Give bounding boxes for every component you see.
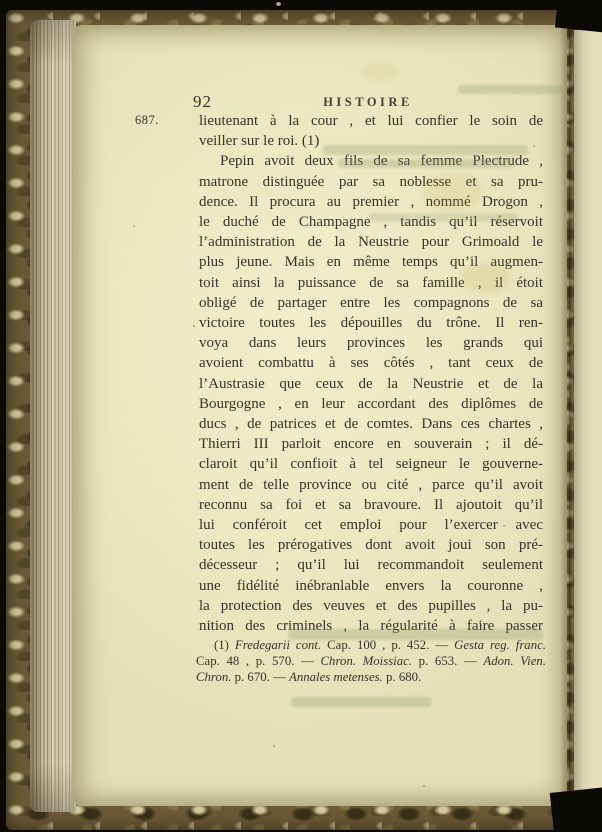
bleedthrough-mark bbox=[338, 159, 513, 168]
text-line: Pepin avoit deux fils de sa femme Plectrude , bbox=[220, 153, 543, 170]
footnote-citation: Annales metenses. bbox=[289, 670, 383, 685]
text-line: matrone distinguée par sa noblesse et sa pru- bbox=[199, 173, 543, 190]
footnote-text: Cap. 48 , p. 570. — bbox=[196, 654, 321, 669]
text-line: voya dans leurs provinces les grands qui bbox=[199, 335, 543, 352]
text-line: Thierri III parloit encore en souverain ; il dé- bbox=[199, 436, 543, 453]
body-text bbox=[199, 111, 543, 636]
text-line: décesseur ; qu’il lui recommandoit seulement bbox=[199, 557, 543, 574]
footnote-text: (1) bbox=[214, 638, 235, 652]
paper-stain bbox=[459, 263, 511, 293]
text-line: avoient combattu à ses côtés , tant ceux de bbox=[199, 355, 543, 372]
facing-page-sliver bbox=[574, 30, 602, 793]
footnote-citation: Chron. bbox=[196, 670, 232, 685]
text-line: toutes les prérogatives dont avoit joui son pré- bbox=[199, 537, 543, 554]
footnote-text: Cap. 100 , p. 452. — bbox=[321, 638, 455, 652]
text-line: la protection des veuves et des pupilles , la pu- bbox=[199, 597, 543, 614]
margin-year-note: 687. bbox=[135, 113, 159, 127]
bleedthrough-mark bbox=[323, 145, 528, 155]
footnote-citation: Chron. Moissiac. bbox=[320, 654, 413, 669]
text-line: victoire toutes les dépouilles du trône. Il ren- bbox=[199, 315, 543, 332]
text-line: lui conféroit cet emploi pour l’exercer avec bbox=[199, 517, 543, 534]
text-line: plus jeune. Mais en même temps qu’il augmen- bbox=[199, 254, 543, 271]
text-line: une fidélité inébranlable envers la couronne , bbox=[199, 577, 543, 594]
footnote-citation: Gesta reg. franc. bbox=[454, 638, 546, 652]
footnote-citation: Adon. Vien. bbox=[483, 654, 546, 669]
text-line: le duché de Champagne , tandis qu’il réservoit bbox=[199, 214, 543, 231]
footnote-text: p. 653. — bbox=[412, 654, 484, 669]
text-line: reconnu sa foi et sa bravoure. Il ajoutoit qu’il bbox=[199, 496, 543, 513]
footnote bbox=[196, 637, 546, 686]
footnote-line bbox=[196, 669, 546, 685]
text-line: obligé de partager entre les compagnons de sa bbox=[199, 294, 543, 311]
paper-speckles bbox=[193, 325, 195, 327]
scan-artifact-dot bbox=[276, 2, 281, 6]
text-line: claroit qu’il confioit à tel seigneur le gouverne- bbox=[199, 456, 543, 473]
text-line: dence. Il procura au premier , nommé Drogon , bbox=[199, 193, 543, 210]
text-line: ducs , de patrices et de comtes. Dans ces chartes , bbox=[199, 416, 543, 433]
footnote-text: p. 680. bbox=[382, 670, 422, 685]
bleedthrough-mark bbox=[288, 629, 543, 640]
text-line: ment de telle province ou cité , parce qu’il avoit bbox=[199, 476, 543, 493]
book-page bbox=[72, 25, 567, 806]
paper-stain bbox=[423, 173, 483, 211]
paper-stain bbox=[363, 61, 397, 81]
fore-edge-pages bbox=[30, 20, 76, 812]
bleedthrough-mark bbox=[291, 697, 431, 707]
text-line: nition des criminels , la régularité à faire passer bbox=[199, 618, 543, 635]
footnote-citation: Fredegarii cont. bbox=[234, 638, 322, 652]
bleedthrough-mark bbox=[368, 213, 518, 222]
text-line: lieutenant à la cour , et lui confier le soin de bbox=[199, 113, 543, 129]
text-line: l’administration de la Neustrie pour Grimoald le bbox=[199, 234, 543, 251]
background-corner bbox=[550, 787, 602, 832]
gutter-crease bbox=[560, 25, 578, 806]
text-line: toit ainsi la puissance de sa famille , il étoit bbox=[199, 274, 543, 291]
bleedthrough-mark bbox=[458, 85, 563, 94]
text-line: l’Austrasie que ceux de la Neustrie et de la bbox=[199, 375, 543, 392]
page-number: 92 bbox=[193, 92, 212, 111]
text-line: veiller sur le roi. (1) bbox=[199, 133, 320, 150]
text-line: Bourgogne , en leur accordant des diplômes de bbox=[199, 395, 543, 412]
running-title: HISTOIRE bbox=[323, 95, 413, 109]
footnote-text: p. 670. — bbox=[231, 670, 290, 685]
running-head bbox=[193, 91, 543, 113]
footnote-line bbox=[196, 653, 546, 669]
